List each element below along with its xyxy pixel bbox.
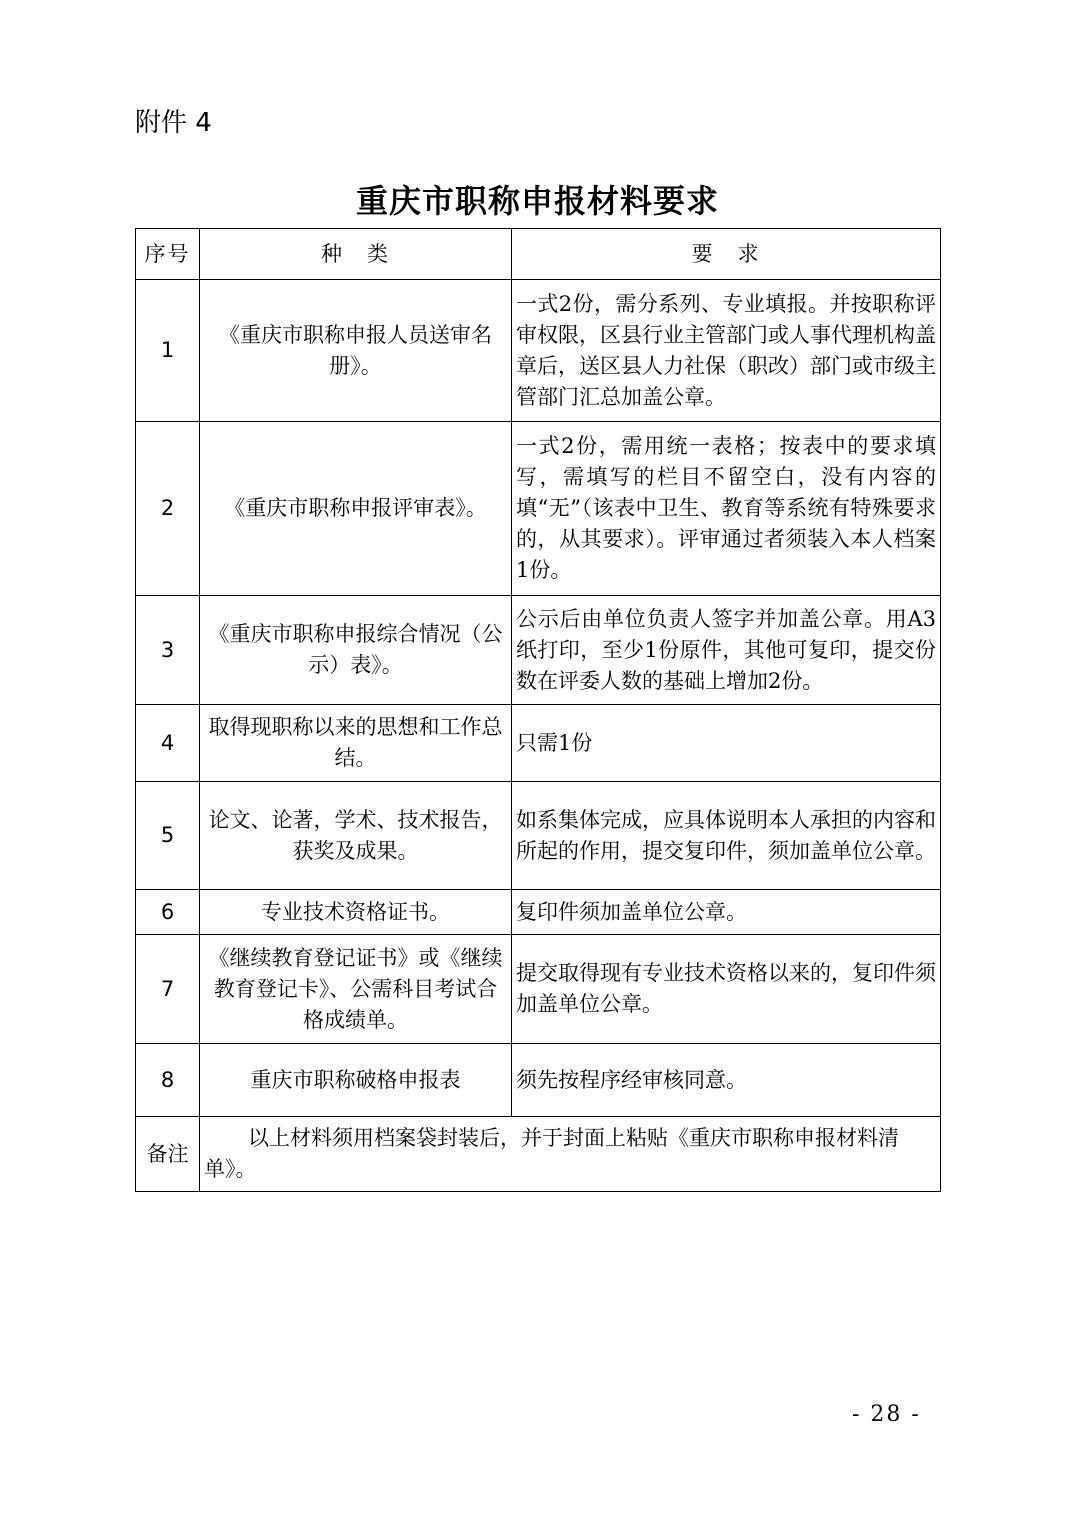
row-requirement: 提交取得现有专业技术资格以来的，复印件须加盖单位公章。 bbox=[512, 935, 941, 1044]
table-header-row bbox=[136, 229, 941, 280]
attachment-label: 附件 4 bbox=[135, 108, 212, 138]
row-no: 6 bbox=[136, 890, 200, 935]
note-text: 以上材料须用档案袋封装后，并于封面上粘贴《重庆市职称申报材料清单》。 bbox=[200, 1117, 941, 1192]
row-kind: 《重庆市职称申报人员送审名册》。 bbox=[200, 280, 512, 422]
table-row bbox=[136, 280, 941, 422]
row-no: 1 bbox=[136, 280, 200, 422]
row-no: 5 bbox=[136, 782, 200, 890]
row-no: 4 bbox=[136, 705, 200, 782]
row-no: 8 bbox=[136, 1044, 200, 1117]
requirements-table bbox=[135, 228, 941, 1192]
page-number: - 28 - bbox=[852, 1402, 921, 1427]
header-requirement: 要 求 bbox=[512, 229, 941, 280]
table-row bbox=[136, 596, 941, 705]
header-no: 序号 bbox=[136, 229, 200, 280]
note-row bbox=[136, 1117, 941, 1192]
table-row bbox=[136, 1044, 941, 1117]
row-requirement: 一式2份，需用统一表格；按表中的要求填写，需填写的栏目不留空白，没有内容的填“无”（该表中卫生、教育等系统有特殊要求的，从其要求）。评审通过者须装入本人档案1份。 bbox=[512, 422, 941, 596]
document-title: 重庆市职称申报材料要求 bbox=[355, 182, 719, 220]
note-label: 备注 bbox=[136, 1117, 200, 1192]
row-requirement: 须先按程序经审核同意。 bbox=[512, 1044, 941, 1117]
row-requirement: 复印件须加盖单位公章。 bbox=[512, 890, 941, 935]
header-kind: 种 类 bbox=[200, 229, 512, 280]
table-row bbox=[136, 890, 941, 935]
row-kind: 取得现职称以来的思想和工作总结。 bbox=[200, 705, 512, 782]
table-row bbox=[136, 705, 941, 782]
row-kind: 论文、论著，学术、技术报告，获奖及成果。 bbox=[200, 782, 512, 890]
row-no: 3 bbox=[136, 596, 200, 705]
row-requirement: 只需1份 bbox=[512, 705, 941, 782]
row-requirement: 公示后由单位负责人签字并加盖公章。用A3纸打印，至少1份原件，其他可复印，提交份数在评委人数的基础上增加2份。 bbox=[512, 596, 941, 705]
row-kind: 《继续教育登记证书》或《继续教育登记卡》、公需科目考试合格成绩单。 bbox=[200, 935, 512, 1044]
table-row bbox=[136, 935, 941, 1044]
row-kind: 《重庆市职称申报综合情况（公示）表》。 bbox=[200, 596, 512, 705]
table-row bbox=[136, 422, 941, 596]
row-no: 2 bbox=[136, 422, 200, 596]
row-kind: 重庆市职称破格申报表 bbox=[200, 1044, 512, 1117]
table-row bbox=[136, 782, 941, 890]
row-kind: 专业技术资格证书。 bbox=[200, 890, 512, 935]
row-requirement: 一式2份，需分系列、专业填报。并按职称评审权限，区县行业主管部门或人事代理机构盖章后，送区县人力社保（职改）部门或市级主管部门汇总加盖公章。 bbox=[512, 280, 941, 422]
row-no: 7 bbox=[136, 935, 200, 1044]
row-requirement: 如系集体完成，应具体说明本人承担的内容和所起的作用，提交复印件，须加盖单位公章。 bbox=[512, 782, 941, 890]
row-kind: 《重庆市职称申报评审表》。 bbox=[200, 422, 512, 596]
